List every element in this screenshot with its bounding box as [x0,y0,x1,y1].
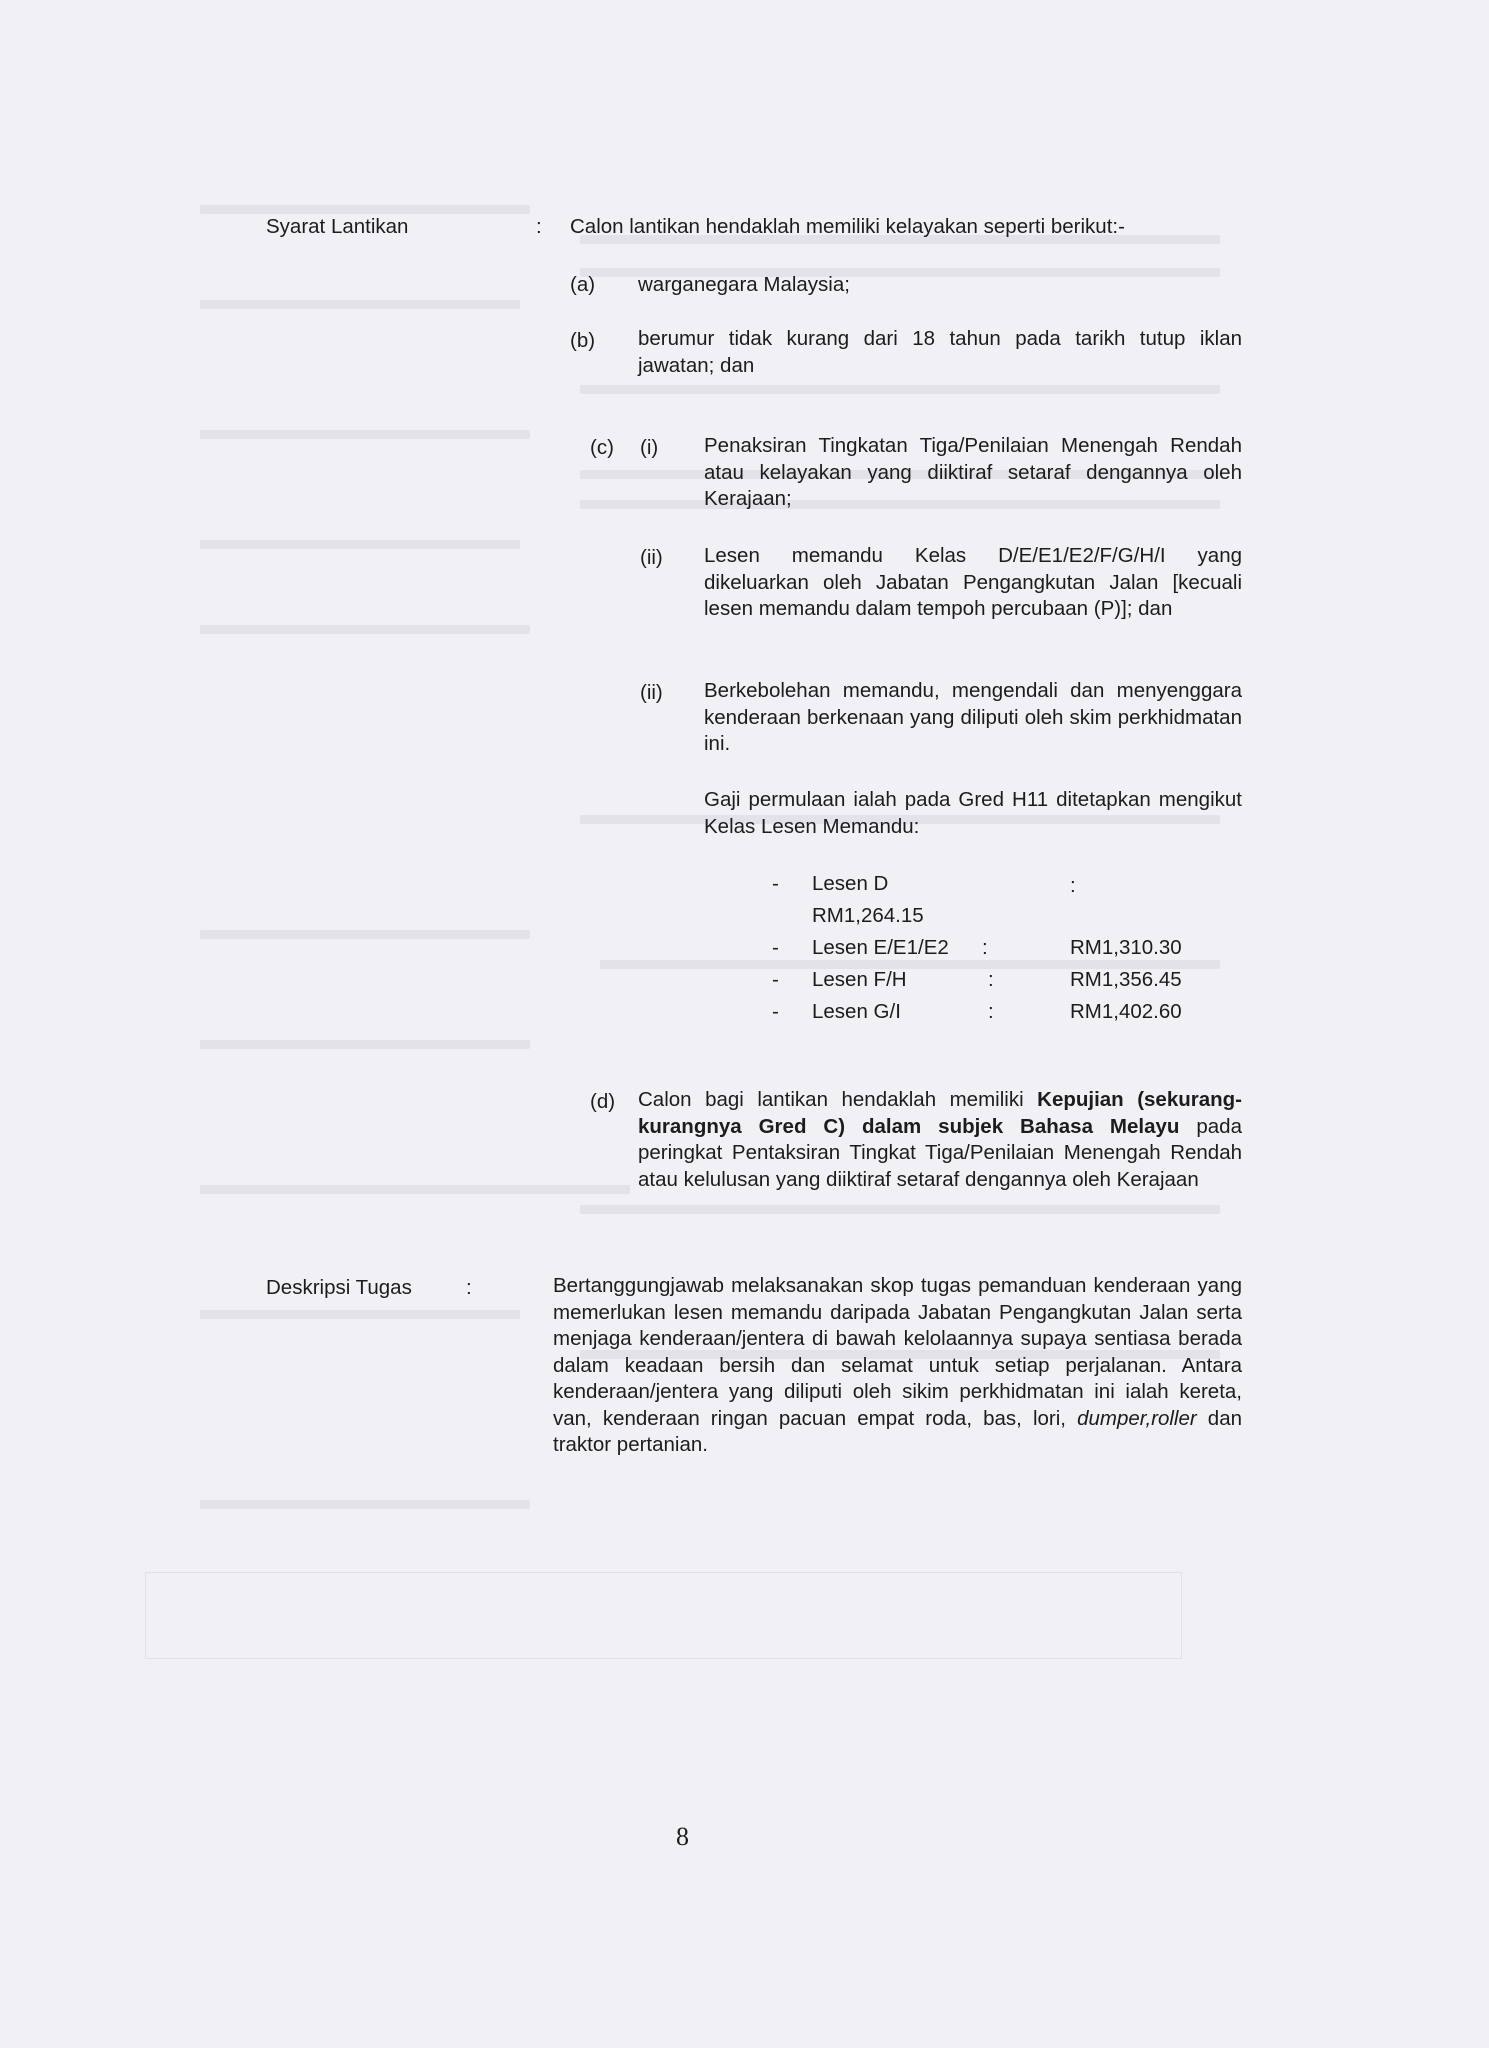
gaji-text: Gaji permulaan ialah pada Gred H11 ditetapkan mengikut Kelas Lesen Memandu: [704,788,1242,838]
item-d-text-bold: Kepujian (sekurang-kurangnya Gred C) dalam subjek Bahasa Melayu [638,1088,1243,1138]
item-a-marker: (a) [570,273,596,296]
page-number: 8 [676,1822,689,1851]
item-d-marker: (d) [590,1090,616,1113]
license-colon: : [1070,874,1076,897]
license-colon: : [988,968,994,991]
license-name: Lesen D [812,872,889,895]
deskripsi-text-italic: dumper,roller [1077,1406,1197,1430]
license-dash: - [772,1000,779,1023]
item-a-text: warganegara Malaysia; [638,273,850,296]
license-dash: - [772,968,779,991]
item-c-iii-marker: (ii) [640,681,663,704]
item-b-marker: (b) [570,329,596,352]
license-dash: - [772,936,779,959]
deskripsi-text [553,1273,1242,1459]
item-c-ii-text: Lesen memandu Kelas D/E/E1/E2/F/G/H/I yang dikeluarkan oleh Jabatan Pengangkutan Jalan [kecuali lesen memandu dalam tempoh percubaan (P)]; dan [704,544,1242,620]
item-d-text-end: pada peringkat Pentaksiran Tingkat Tiga/Penilaian Menengah Rendah atau kelulusan yang diiktiraf setaraf dengannya oleh Kerajaan [638,1114,1242,1191]
license-name: Lesen F/H [812,968,907,991]
license-name: Lesen G/I [812,1000,901,1023]
item-c-marker: (c) [590,436,614,459]
deskripsi-colon: : [466,1276,472,1299]
item-d-text-start: Calon bagi lantikan hendaklah memiliki [638,1088,1038,1111]
license-amount: RM1,402.60 [1070,1000,1182,1023]
deskripsi-text-end: dan traktor pertanian. [553,1406,1242,1456]
license-colon: : [988,1000,994,1023]
license-colon: : [982,936,988,959]
item-b-text: berumur tidak kurang dari 18 tahun pada tarikh tutup iklan jawatan; dan [638,327,1242,377]
license-amount: RM1,356.45 [1070,968,1182,991]
item-c-iii-text: Berkebolehan memandu, mengendali dan menyenggara kenderaan berkenaan yang diliputi oleh skim perkhidmatan ini. [704,679,1242,755]
license-name: Lesen E/E1/E2 [812,936,949,959]
deskripsi-label: Deskripsi Tugas [266,1276,412,1299]
license-amount: RM1,310.30 [1070,936,1182,959]
item-d-text [638,1087,1242,1193]
syarat-label: Syarat Lantikan [266,215,409,238]
item-c-i-text: Penaksiran Tingkatan Tiga/Penilaian Menengah Rendah atau kelayakan yang diiktiraf setaraf dengannya oleh Kerajaan; [704,434,1242,510]
license-amount: RM1,264.15 [812,904,924,927]
syarat-intro: Calon lantikan hendaklah memiliki kelayakan seperti berikut:- [570,215,1125,238]
item-c-ii-marker: (ii) [640,546,663,569]
item-c-i-marker: (i) [640,436,659,459]
syarat-colon: : [536,215,542,238]
license-dash: - [772,872,779,895]
deskripsi-text-start: Bertanggungjawab melaksanakan skop tugas pemanduan kenderaan yang memerlukan lesen memandu daripada Jabatan Pengangkutan Jalan serta menjaga kenderaan/jentera di bawah kelolaannya supaya sentiasa berada dalam keadaan bersih dan selamat untuk setiap perjalanan. Antara kenderaan/jentera yang diliputi oleh sikim perkhidmatan ini ialah kereta, van, kenderaan ringan pacuan empat roda, bas, lori, [553,1274,1242,1430]
